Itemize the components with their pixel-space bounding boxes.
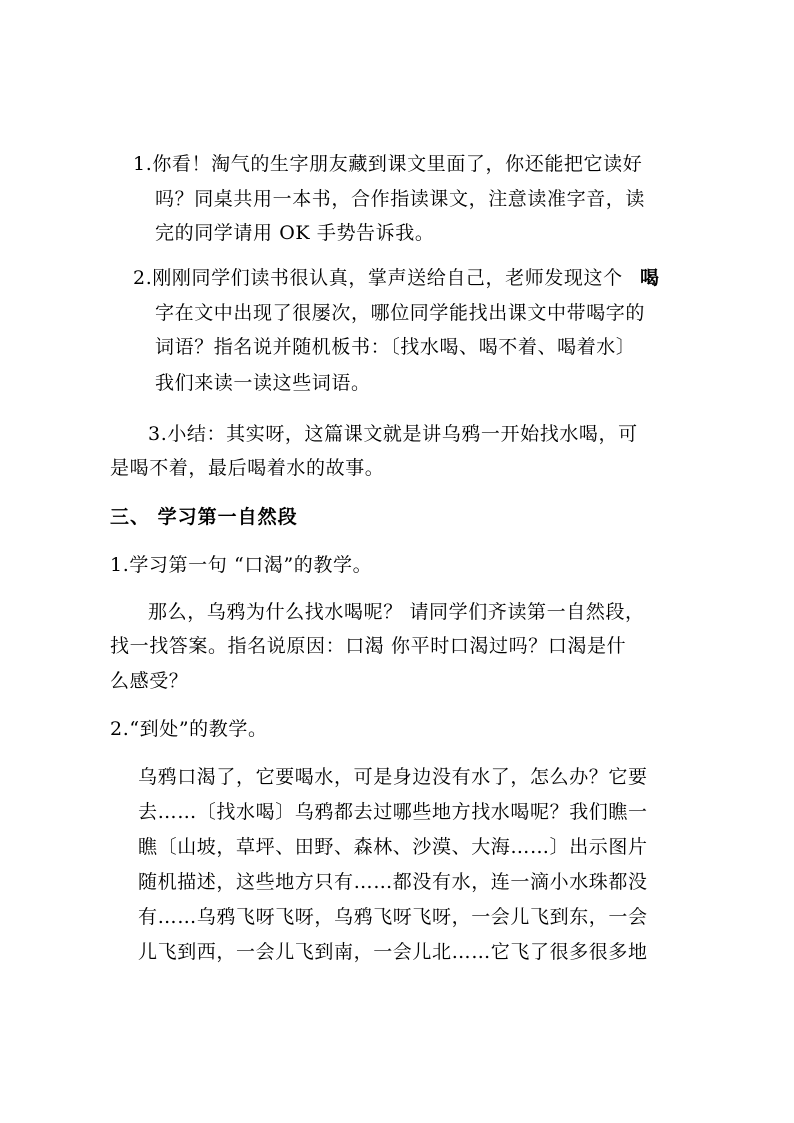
summary-line-2: 是喝不着，最后喝着水的故事。: [110, 457, 385, 479]
list-item-2-line-3: 词语？指名说并随机板书：〔找水喝、喝不着、喝着水〕: [155, 336, 636, 358]
subsection-2-para-line-1: 乌鸦口渴了，它要喝水，可是身边没有水了，怎么办？它要: [138, 766, 648, 788]
section-heading: 三、 学习第一自然段: [110, 506, 298, 528]
subsection-2-para-line-5: 有……乌鸦飞呀飞呀，乌鸦飞呀飞呀，一会儿飞到东，一会: [138, 906, 648, 928]
list-item-1-line-3: 完的同学请用 OK 手势告诉我。: [155, 222, 435, 244]
list-item-2-line-4: 我们来读一读这些词语。: [155, 372, 371, 394]
subsection-1-title: 1.学习第一句 “口渴”的教学。: [110, 554, 373, 576]
subsection-1-para-line-1: 那么，乌鸦为什么找水喝呢？ 请同学们齐读第一自然段，: [148, 601, 645, 623]
subsection-2-para-line-2: 去……〔找水喝〕乌鸦都去过哪些地方找水喝呢？我们瞧一: [138, 801, 648, 823]
subsection-1-para-line-2: 找一找答案。指名说原因：口渴 你平时口渴过吗？口渴是什: [110, 635, 627, 657]
subsection-2-para-line-4: 随机描述，这些地方只有……都没有水，连一滴小水珠都没: [138, 871, 648, 893]
list-item-1-line-2: 吗？同桌共用一本书，合作指读课文，注意读准字音，读: [155, 188, 646, 210]
list-item-2-line-1: 2.刚刚同学们读书很认真，掌声送给自己，老师发现这个: [133, 267, 623, 289]
subsection-2-para-line-3: 瞧〔山坡，草坪、田野、森林、沙漠、大海……〕出示图片: [138, 836, 648, 858]
list-item-1-line-1: 1.你看！淘气的生字朋友藏到课文里面了，你还能把它读好: [133, 153, 643, 175]
subsection-2-para-line-6: 儿飞到西，一会儿飞到南，一会儿北……它飞了很多很多地: [138, 941, 648, 963]
subsection-1-para-line-3: 么感受？: [110, 670, 189, 692]
summary-line-1: 3.小结：其实呀，这篇课文就是讲乌鸦一开始找水喝，可: [148, 423, 638, 445]
subsection-2-title: 2.“到处”的教学。: [110, 718, 268, 740]
list-item-2-line-2: 字在文中出现了很屡次，哪位同学能找出课文中带喝字的: [155, 302, 646, 324]
emphasized-character: 喝: [640, 267, 661, 289]
